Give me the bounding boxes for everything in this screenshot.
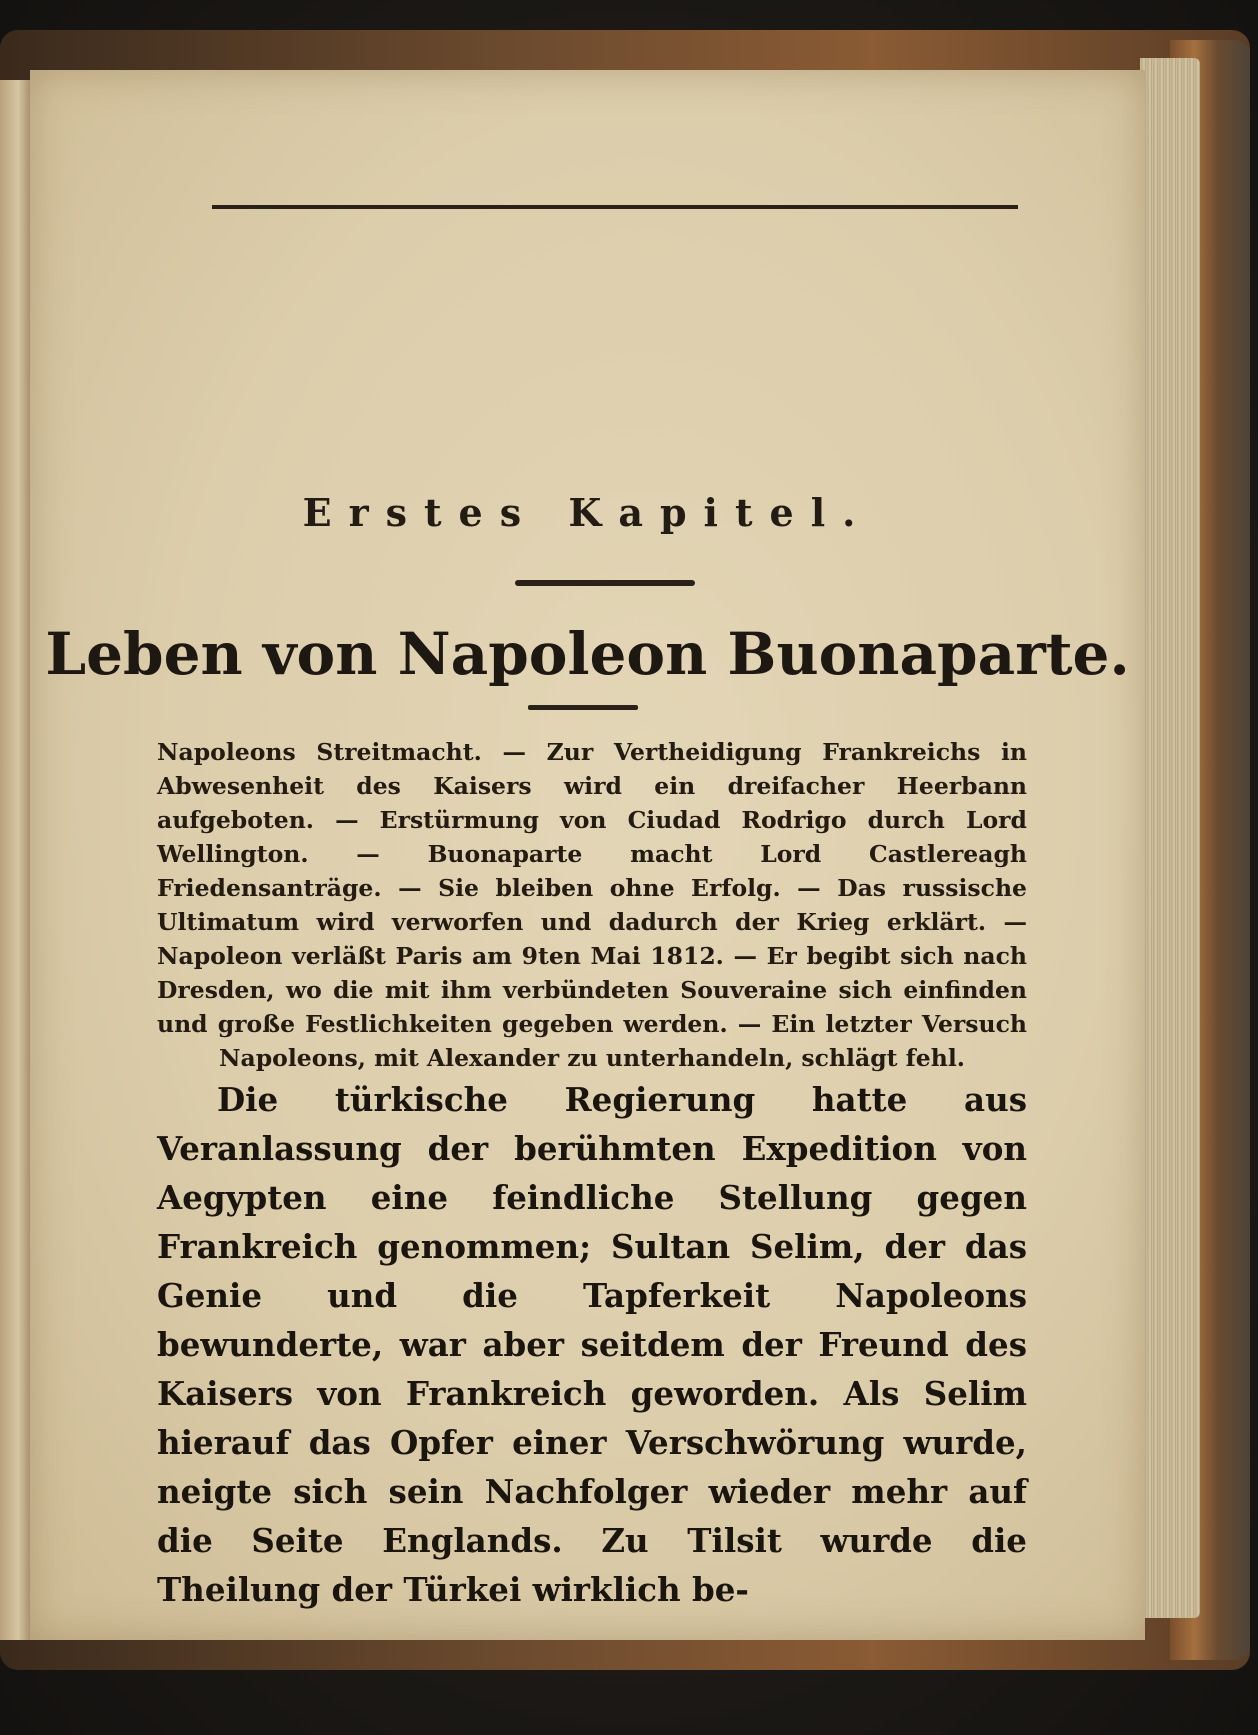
title-rule xyxy=(528,705,638,710)
left-page-edge xyxy=(0,80,30,1640)
page-edges xyxy=(1140,58,1200,1618)
chapter-summary: Napoleons Streitmacht. — Zur Vertheidigung Frankreichs in Abwesenheit des Kaisers wird ein dreifacher Heerbann aufgeboten. — Erstürmung von Ciudad Rodrigo durch Lord Wellington. — Buonaparte macht Lord Castlereagh Friedensanträge. — Sie bleiben ohne Erfolg. — Das russische Ultimatum wird verworfen und dadurch der Krieg erklärt. — Napoleon verläßt Paris am 9ten Mai 1812. — Er begibt sich nach Dresden, wo die mit ihm verbündeten Souveraine sich einfinden und große Festlichkeiten gegeben werden. — Ein letzter Versuch Napoleons, mit Alexander zu unterhandeln, schlägt fehl. xyxy=(157,738,1027,1072)
top-rule xyxy=(212,205,1018,209)
body-paragraph xyxy=(157,1075,1027,1614)
ornament-rule xyxy=(515,580,695,586)
book-page xyxy=(30,70,1145,1640)
chapter-title: Leben von Napoleon Buonaparte. xyxy=(45,620,1130,688)
chapter-label: Erstes Kapitel. xyxy=(302,490,873,535)
body-paragraph-text: Die türkische Regierung hatte aus Veranlassung der berühmten Expedition von Aegypten eine feindliche Stellung gegen Frankreich genommen; Sultan Selim, der das Genie und die Tapferkeit Napoleons bewunderte, war aber seitdem der Freund des Kaisers von Frankreich geworden. Als Selim hierauf das Opfer einer Verschwörung wurde, neigte sich sein Nachfolger wieder mehr auf die Seite Englands. Zu Tilsit wurde die Theilung der Türkei wirklich be- xyxy=(157,1080,1027,1609)
